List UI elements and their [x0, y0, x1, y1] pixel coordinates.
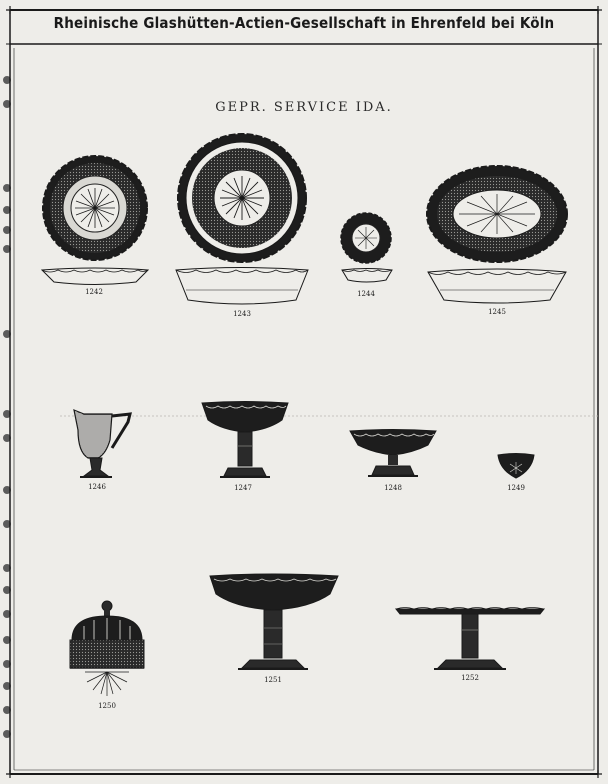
cream-jug-1246 — [74, 410, 130, 477]
plate-1243 — [176, 134, 308, 304]
oval-dish-1245 — [427, 166, 567, 303]
item-number-1252: 1252 — [461, 674, 479, 682]
footed-bowl-1248 — [350, 430, 436, 477]
cake-stand-1252 — [396, 608, 544, 670]
item-number-1244: 1244 — [357, 290, 375, 298]
item-number-1243: 1243 — [233, 310, 251, 318]
item-number-1251: 1251 — [264, 676, 282, 684]
item-number-1250: 1250 — [98, 702, 116, 710]
plate-1242 — [42, 156, 148, 285]
salt-cellar-1249 — [498, 454, 534, 479]
footed-bowl-1247 — [202, 402, 288, 478]
item-number-1247: 1247 — [234, 484, 252, 492]
compote-1251 — [210, 574, 338, 669]
item-number-1248: 1248 — [384, 484, 402, 492]
catalog-header-title: Rheinische Glashütten-Actien-Gesellschaft in Ehrenfeld bei Köln — [53, 14, 555, 32]
item-number-1246: 1246 — [88, 483, 106, 491]
item-number-1249: 1249 — [507, 484, 525, 492]
item-number-1242: 1242 — [85, 288, 103, 296]
item-number-1245: 1245 — [488, 308, 506, 316]
plate-1244 — [341, 213, 392, 282]
covered-butter-dish-1250 — [70, 601, 144, 696]
section-title: GEPR. SERVICE IDA. — [215, 100, 393, 115]
